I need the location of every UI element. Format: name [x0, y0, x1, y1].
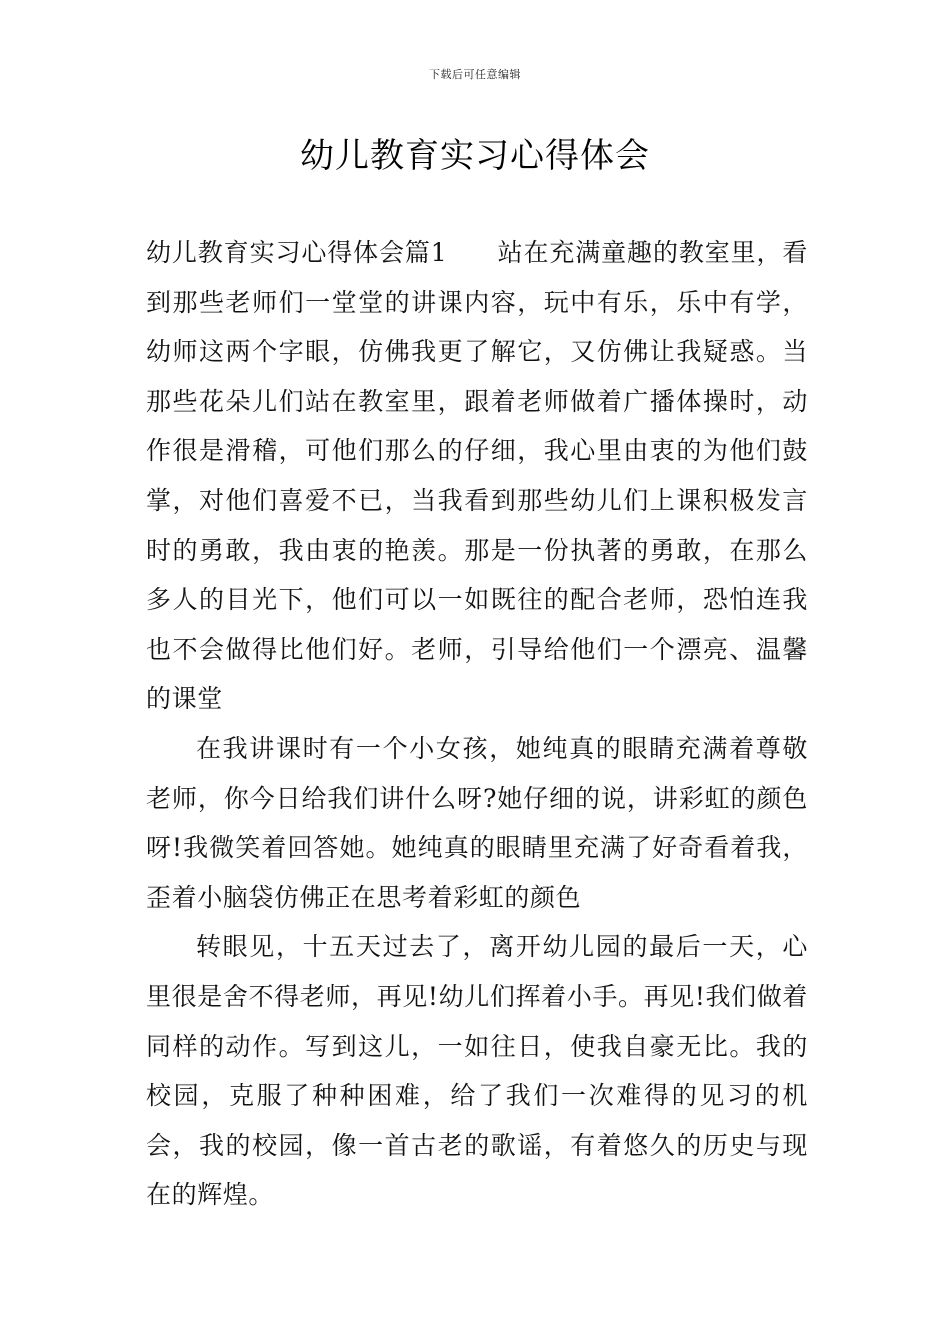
paragraph-1-text: 站在充满童趣的教室里，看到那些老师们一堂堂的讲课内容，玩中有乐，乐中有学，幼师这两个字眼，仿佛我更了解它，又仿佛让我疑惑。当那些花朵儿们站在教室里，跟着老师做着广播体操时，动作很是滑稽，可他们那么的仔细，我心里由衷的为他们鼓掌，对他们喜爱不已，当我看到那些幼儿们上课积极发言时的勇敢，我由衷的艳羡。那是一份执著的勇敢，在那么多人的目光下，他们可以一如既往的配合老师，恐怕连我也不会做得比他们好。老师，引导给他们一个漂亮、温馨的课堂 [146, 238, 809, 714]
page-title: 幼儿教育实习心得体会 [300, 136, 650, 176]
header-note: 下载后可任意编辑 [429, 68, 521, 81]
paragraph-1 [146, 228, 808, 724]
paragraph-2: 在我讲课时有一个小女孩，她纯真的眼睛充满着尊敬老师，你今日给我们讲什么呀?她仔细的说，讲彩虹的颜色呀!我微笑着回答她。她纯真的眼睛里充满了好奇看着我，歪着小脑袋仿佛正在思考着彩虹的颜色 [146, 733, 808, 912]
paragraph-3: 转眼见，十五天过去了，离开幼儿园的最后一天，心里很是舍不得老师，再见!幼儿们挥着小手。再见!我们做着同样的动作。写到这儿，一如往日，使我自豪无比。我的校园，克服了种种困难，给了我们一次难得的见习的机会，我的校园，像一首古老的歌谣，有着悠久的历史与现在的辉煌。 [146, 932, 808, 1210]
paragraph-1-lead: 幼儿教育实习心得体会篇1 [146, 238, 448, 267]
document-body [146, 228, 808, 1220]
